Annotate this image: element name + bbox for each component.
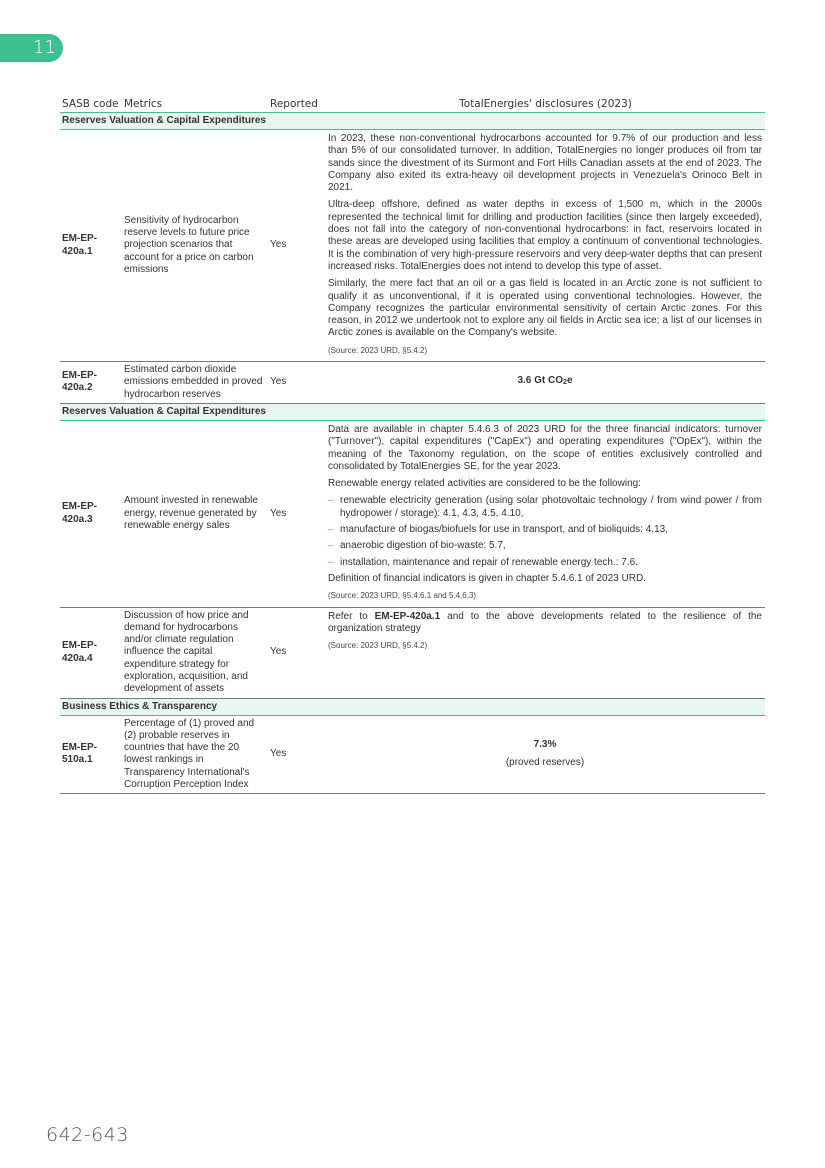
sasb-code: EM-EP-420a.4 — [62, 640, 97, 664]
value-suffix: e — [566, 375, 573, 387]
disclosure-paragraph: In 2023, these non-conventional hydrocarbons accounted for 9.7% of our production and less than 5% of our consolidated turnover. In addition, TotalEnergies no longer produces oil from tar sands since the divestment of its Surmont and Fort Hills Canadian assets at the end of 2023. The Company also exited its extra-heavy oil development projects in Venezuela's Orinoco Belt in 2021. — [328, 133, 762, 194]
source-note: (Source: 2023 URD, §5.4.2) — [328, 641, 428, 651]
value-subscript: 2 — [563, 379, 567, 387]
sasb-code: EM-EP-420a.2 — [62, 370, 97, 394]
metric-description: Estimated carbon dioxide emissions embedded in proved hydrocarbon reserves — [124, 364, 263, 400]
disclosure-value-note: (proved reserves) — [505, 757, 585, 769]
page-number-tab — [0, 34, 63, 62]
list-item: – manufacture of biogas/biofuels for use in transport, and of bioliquids: 4.13, — [328, 524, 762, 536]
disclosure-cell — [326, 130, 765, 362]
ref-suffix: and to the above developments related to the resilience of the organization strategy — [328, 610, 762, 634]
reported-value: Yes — [270, 239, 287, 251]
section-row — [60, 113, 765, 130]
header-reported: Reported — [270, 98, 318, 110]
section-row — [60, 698, 765, 715]
disclosure-paragraph: Definition of financial indicators is given in chapter 5.4.6.1 of 2023 URD. — [328, 572, 646, 584]
disclosure-paragraph: Data are available in chapter 5.4.6.3 of 2023 URD for the three financial indicators: turnover ("Turnover"), capital expenditures ("CapEx") and operating expenditures ("OpEx"), within the meaning of the Taxonomy regulation, on the scope of entities exclusively controlled and consolidated by TotalEnergies SE, for the year 2023. — [328, 423, 762, 472]
section-title: Business Ethics & Transparency — [60, 698, 765, 715]
disclosure-paragraph: Ultra-deep offshore, defined as water depths in excess of 1,500 m, which in the 2000s represented the technical limit for drilling and production facilities (since then largely exceeded), does not fall into the category of non-conventional hydrocarbons: in fact, reservoirs located in these areas are developed using facilities that employ a continuum of conventional technologies. It is the combination of very high-pressure reservoirs and very deep-water depths that can present increased risks. TotalEnergies does not intend to develop this type of asset. — [328, 199, 762, 272]
header-disclosures: TotalEnergies' disclosures (2023) — [459, 98, 632, 110]
table-row — [60, 607, 765, 698]
reported-value: Yes — [270, 646, 287, 658]
disclosure-value: 3.6 Gt CO — [517, 375, 564, 387]
list-item: – installation, maintenance and repair of renewable energy tech.: 7.6. — [328, 557, 762, 569]
reported-value: Yes — [270, 507, 287, 519]
source-note: (Source: 2023 URD, §5.4.2) — [328, 345, 428, 355]
table-row — [60, 130, 765, 362]
section-row — [60, 403, 765, 420]
metric-description: Sensitivity of hydrocarbon reserve levels to future price projection scenarios that account for a price on carbon emissions — [124, 214, 254, 275]
disclosure-cell — [326, 362, 765, 404]
source-note: (Source: 2023 URD, §5.4.6.1 and 5.4.6.3) — [328, 591, 477, 601]
table-row — [60, 362, 765, 404]
sasb-code: EM-EP-510a.1 — [62, 742, 97, 766]
reported-value: Yes — [270, 748, 287, 760]
list-item: – renewable electricity generation (using solar photovoltaic technology / from wind power / from hydropower / storage): 4.1, 4.3, 4.5, 4.10, — [328, 495, 762, 520]
disclosure-paragraph — [328, 611, 762, 636]
ref-prefix: Refer to — [328, 610, 375, 622]
table-row — [60, 420, 765, 607]
disclosure-paragraph: Renewable energy related activities are considered to be the following: — [328, 478, 641, 490]
disclosure-cell — [326, 420, 765, 607]
page-reference: 642-643 — [46, 1124, 129, 1146]
header-code: SASB code — [62, 98, 119, 110]
metric-description: Discussion of how price and demand for hydrocarbons and/or climate regulation influence the capital expenditure strategy for exploration, acquisition, and development of assets — [124, 609, 249, 695]
metric-description: Amount invested in renewable energy, revenue generated by renewable energy sales — [124, 495, 258, 531]
header-metrics: Metrics — [124, 98, 163, 110]
disclosure-paragraph: Similarly, the mere fact that an oil or a gas field is located in an Arctic zone is not sufficient to qualify it as unconventional, if it is operated using conventional technologies. However, the Company recognizes the particular environmental sensitivity of certain Arctic zones. For this reason, in 2012 we undertook not to explore any oil fields in Arctic sea ice; a list of our licenses in Arctic zones is available on the Company's website. — [328, 278, 762, 339]
table-row — [60, 715, 765, 794]
page-number: 11 — [33, 37, 56, 58]
section-title: Reserves Valuation & Capital Expenditures — [60, 113, 765, 130]
activity-list — [328, 495, 762, 568]
sasb-table — [60, 98, 765, 794]
reported-value: Yes — [270, 376, 287, 388]
disclosure-cell — [326, 715, 765, 794]
list-item: – anaerobic digestion of bio-waste: 5.7, — [328, 540, 762, 552]
sasb-code: EM-EP-420a.1 — [62, 233, 97, 257]
disclosure-cell — [326, 607, 765, 698]
disclosure-value: 7.3% — [533, 739, 557, 751]
sasb-code: EM-EP-420a.3 — [62, 501, 97, 525]
ref-code: EM-EP-420a.1 — [374, 610, 441, 622]
metric-description: Percentage of (1) proved and (2) probable reserves in countries that have the 20 lowest rankings in Transparency International's Corruption Perception Index — [124, 717, 255, 791]
table-header-row — [60, 98, 765, 113]
section-title: Reserves Valuation & Capital Expenditures — [60, 403, 765, 420]
